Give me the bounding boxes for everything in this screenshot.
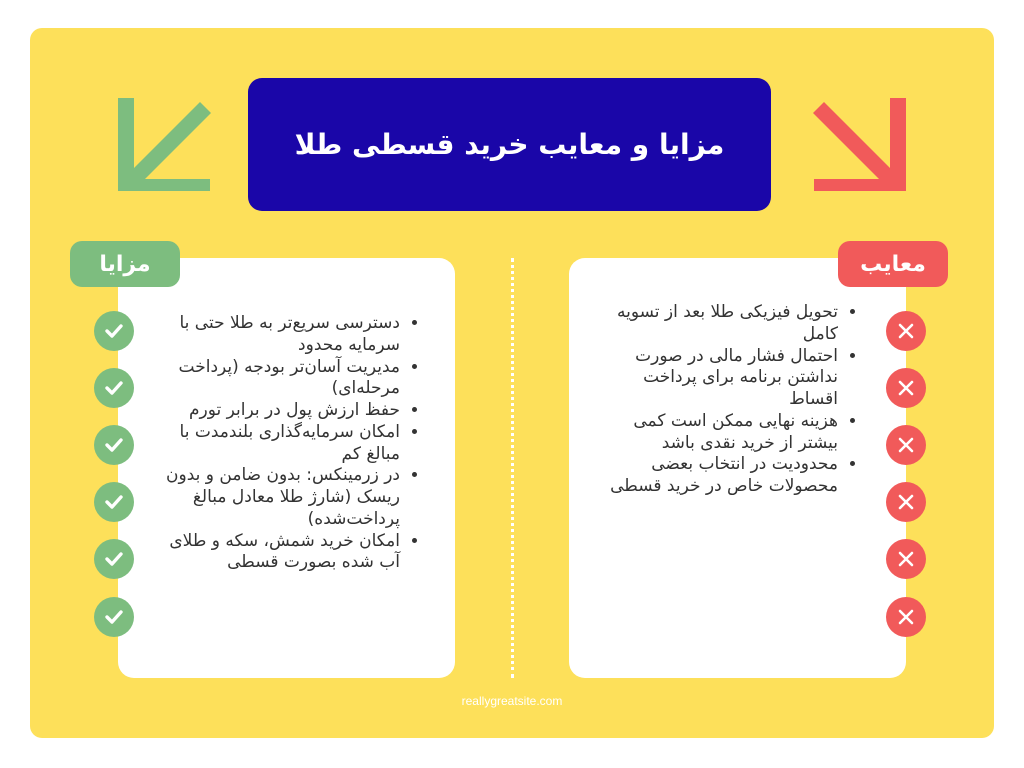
- check-circle-icon: [94, 311, 134, 351]
- pros-item: • حفظ ارزش پول در برابر تورم: [155, 400, 400, 422]
- x-circle-icon: [886, 311, 926, 351]
- cons-item: • محدودیت در انتخاب بعضی محصولات خاص در خرید قسطی: [600, 454, 838, 498]
- cons-item: • احتمال فشار مالی در صورت نداشتن برنامه برای پرداخت اقساط: [600, 346, 838, 411]
- x-circle-icon: [886, 597, 926, 637]
- x-circle-icon: [886, 482, 926, 522]
- x-circle-icon: [886, 539, 926, 579]
- pros-item: • دسترسی سریع‌تر به طلا حتی با سرمایه محدود: [155, 313, 400, 357]
- pros-item: • امکان سرمایه‌گذاری بلندمدت با مبالغ کم: [155, 422, 400, 466]
- page-title: مزایا و معایب خرید قسطی طلا: [294, 128, 725, 161]
- check-circle-icon: [94, 368, 134, 408]
- cons-label: معایب: [838, 241, 948, 287]
- green-arrow-down-left-icon: [112, 92, 216, 196]
- red-arrow-down-right-icon: [808, 92, 912, 196]
- check-circle-icon: [94, 482, 134, 522]
- x-circle-icon: [886, 425, 926, 465]
- pros-item: • امکان خرید شمش، سکه و طلای آب شده بصورت قسطی: [155, 531, 400, 575]
- pros-item: • مدیریت آسان‌تر بودجه (پرداخت مرحله‌ای): [155, 357, 400, 401]
- check-circle-icon: [94, 539, 134, 579]
- pros-label: مزایا: [70, 241, 180, 287]
- check-circle-icon: [94, 597, 134, 637]
- title-box: [248, 78, 771, 211]
- cons-list: [600, 302, 860, 498]
- center-divider: [511, 258, 514, 678]
- pros-list: [155, 313, 422, 574]
- check-circle-icon: [94, 425, 134, 465]
- footer-website: reallygreatsite.com: [461, 694, 563, 708]
- pros-item: • در زرمینکس: بدون ضامن و بدون ریسک (شارژ طلا معادل مبالغ پرداخت‌شده): [155, 465, 400, 530]
- x-circle-icon: [886, 368, 926, 408]
- cons-item: • هزینه نهایی ممکن است کمی بیشتر از خرید نقدی باشد: [600, 411, 838, 455]
- cons-item: • تحویل فیزیکی طلا بعد از تسویه کامل: [600, 302, 838, 346]
